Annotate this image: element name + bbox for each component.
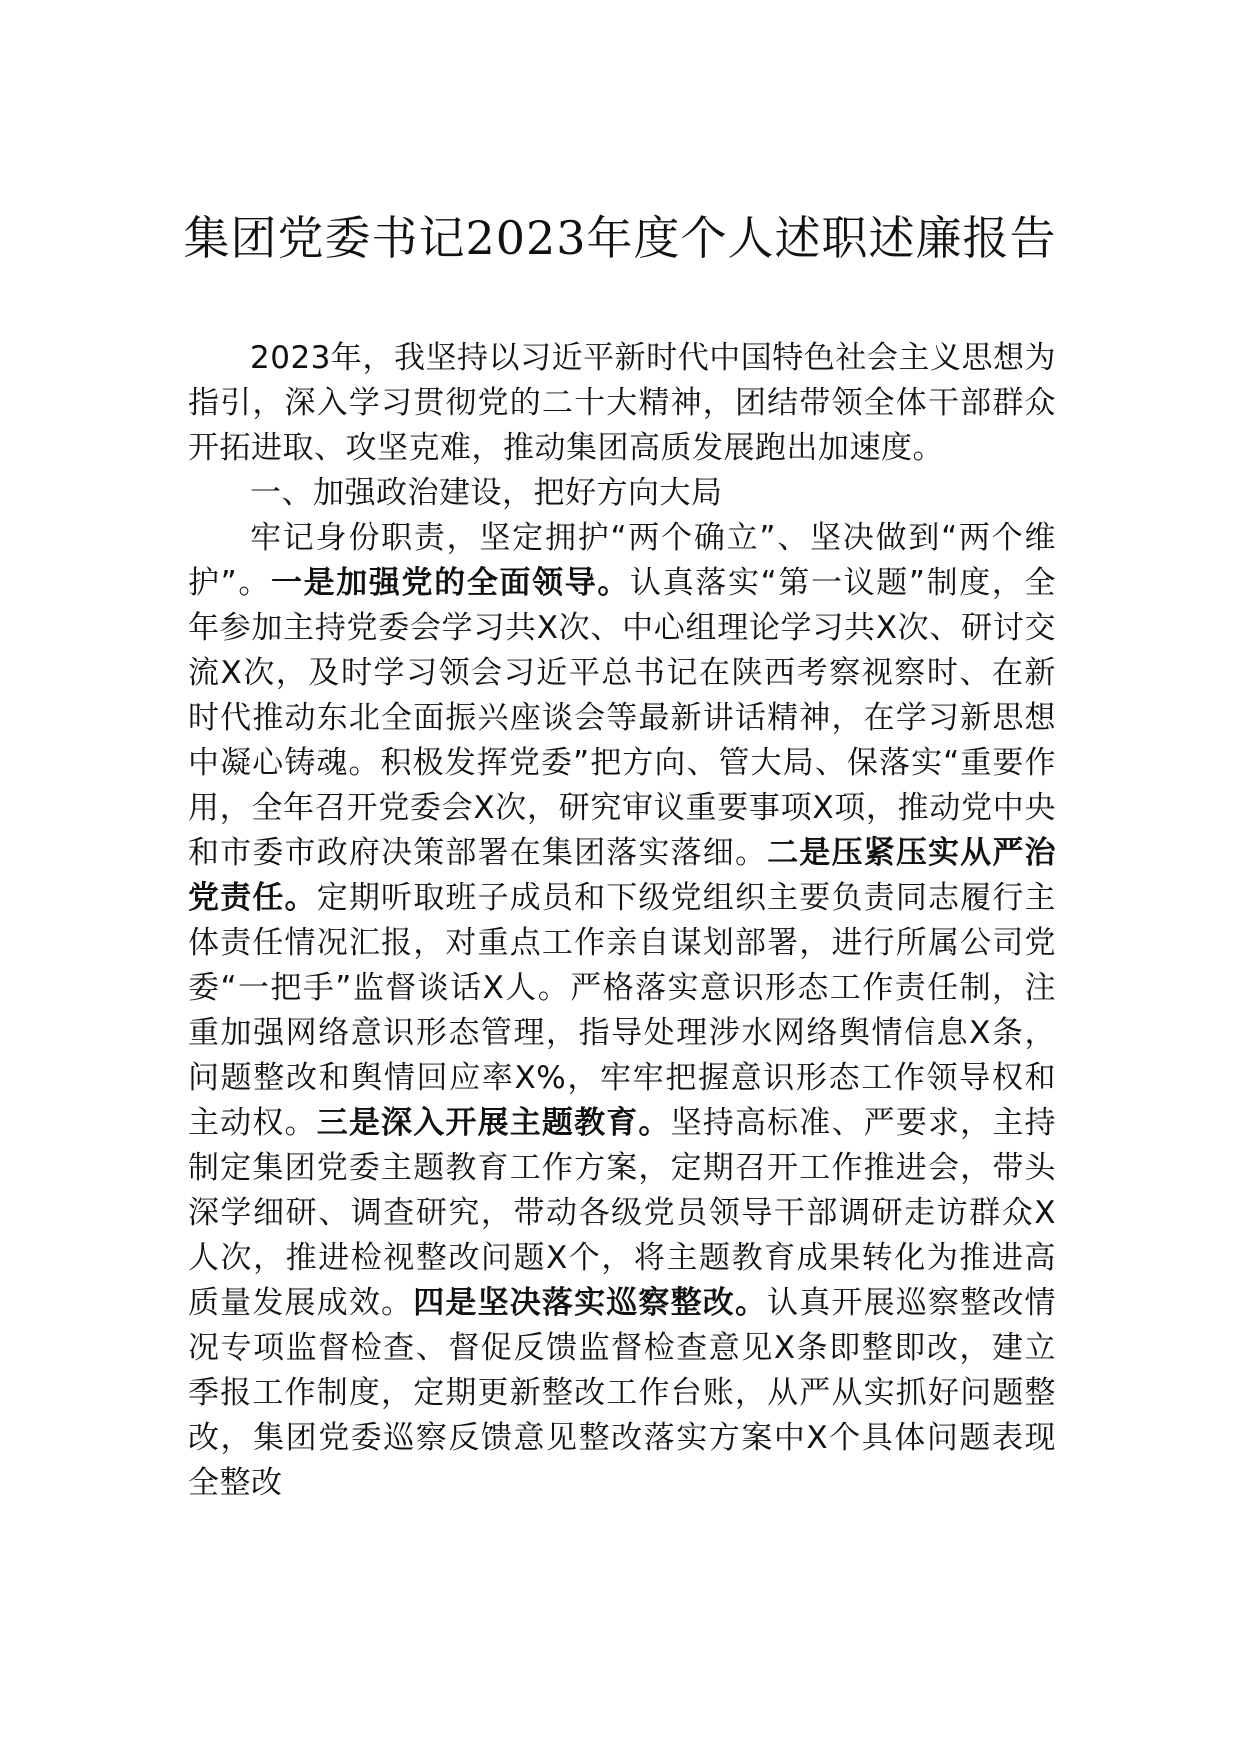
document-body xyxy=(188,336,1056,1506)
point-4-heading: 四是坚决落实巡察整改。 xyxy=(413,1285,768,1321)
section-1-paragraph xyxy=(188,516,1056,1506)
point-2-heading: 二是压紧压实从严治党责任。 xyxy=(188,835,1057,916)
point-1-text: 认真落实“第一议题”制度，全年参加主持党委会学习共X次、中心组理论学习共X次、研讨交流X次，及时学习领会习近平总书记在陕西考察视察时、在新时代推动东北全面振兴座谈会等最新讲话精神，在学习新思想中凝心铸魂。积极发挥党委”把方向、管大局、保落实“重要作用，全年召开党委会X次，研究审议重要事项X项，推动党中央和市委市政府决策部署在集团落实落细。 xyxy=(188,565,1057,871)
point-3-text: 坚持高标准、严要求，主持制定集团党委主题教育工作方案，定期召开工作推进会，带头深学细研、调查研究，带动各级党员领导干部调研走访群众X人次，推进检视整改问题X个，将主题教育成果转化为推进高质量发展成效。 xyxy=(188,1105,1057,1321)
paragraph-lead-text: 牢记身份职责，坚定拥护“两个确立”、坚决做到“两个维护”。 xyxy=(188,520,1056,601)
point-1-heading: 一是加强党的全面领导。 xyxy=(270,565,631,601)
document-title: 集团党委书记2023年度个人述职述廉报告 xyxy=(183,211,1057,265)
point-2-text: 定期听取班子成员和下级党组织主要负责同志履行主体责任情况汇报，对重点工作亲自谋划部署，进行所属公司党委“一把手”监督谈话X人。严格落实意识形态工作责任制，注重加强网络意识形态管理，指导处理涉水网络舆情信息X条，问题整改和舆情回应率X%，牢牢把握意识形态工作领导权和主动权。 xyxy=(188,880,1057,1141)
point-3-heading: 三是深入开展主题教育。 xyxy=(316,1105,671,1141)
point-4-text: 认真开展巡察整改情况专项监督检查、督促反馈监督检查意见X条即整即改，建立季报工作制度，定期更新整改工作台账，从严从实抓好问题整改，集团党委巡察反馈意见整改落实方案中X个具体问题表现全整改 xyxy=(188,1285,1057,1501)
intro-paragraph: 2023年，我坚持以习近平新时代中国特色社会主义思想为指引，深入学习贯彻党的二十大精神，团结带领全体干部群众开拓进取、攻坚克难，推动集团高质发展跑出加速度。 xyxy=(188,340,1056,466)
section-heading-1: 一、加强政治建设，把好方向大局 xyxy=(250,475,723,511)
